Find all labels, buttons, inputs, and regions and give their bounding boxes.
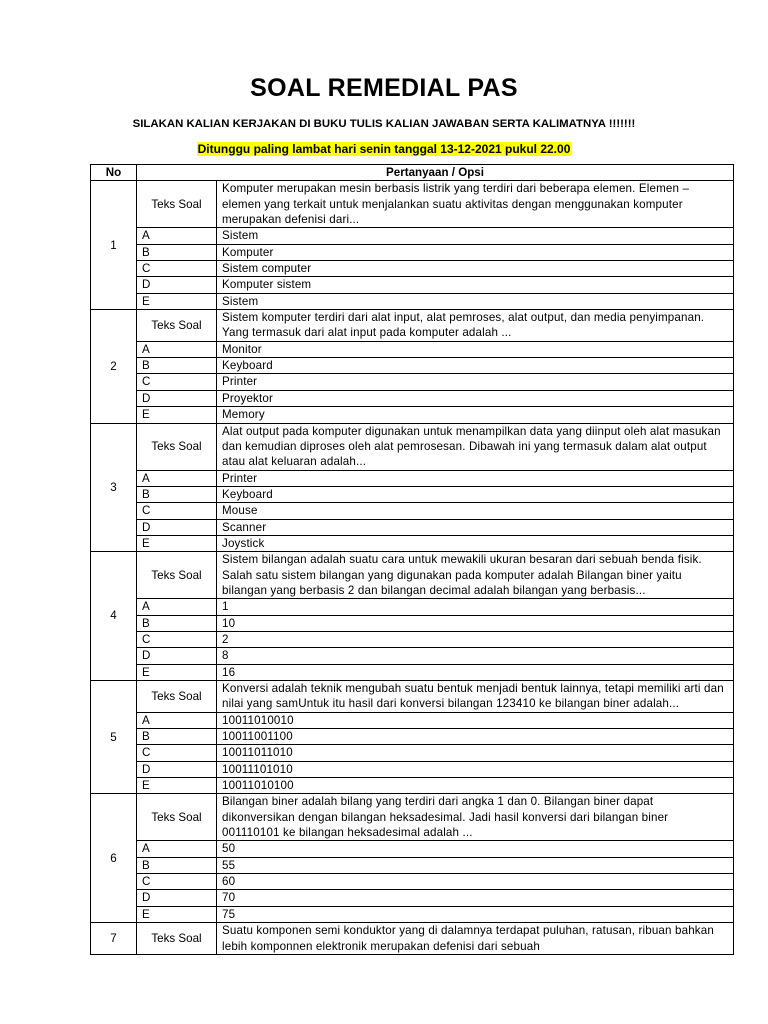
option-letter: E [137, 293, 217, 309]
option-value: Proyektor [217, 390, 734, 406]
option-letter: E [137, 407, 217, 423]
option-letter: A [137, 712, 217, 728]
question-text: Suatu komponen semi konduktor yang di dalamnya terdapat puluhan, ratusan, ribuan bahkan lebih komponnen elektronik merupakan defenisi dari sebuah [217, 923, 734, 955]
question-text: Konversi adalah teknik mengubah suatu bentuk menjadi bentuk lainnya, tetapi memiliki arti dan nilai yang samUntuk itu hasil dari konversi bilangan 123410 ke bilangan biner adalah... [217, 681, 734, 713]
option-letter: B [137, 729, 217, 745]
option-letter: B [137, 358, 217, 374]
option-row [91, 906, 734, 922]
option-letter: E [137, 535, 217, 551]
deadline-line [0, 140, 768, 158]
option-row [91, 358, 734, 374]
option-value: Monitor [217, 341, 734, 357]
option-letter: A [137, 228, 217, 244]
option-letter: B [137, 486, 217, 502]
question-number: 5 [91, 681, 137, 794]
question-text: Sistem bilangan adalah suatu cara untuk mewakili ukuran besaran dari sebuah benda fisik. Salah satu sistem bilangan yang digunakan pada komputer adalah Bilangan biner yaitu bilangan yang berbasis 2 dan bilangan decimal adalah bilangan yang berbasis... [217, 552, 734, 599]
question-table-body [91, 181, 734, 955]
option-value: 70 [217, 890, 734, 906]
option-value: Joystick [217, 535, 734, 551]
option-letter: E [137, 906, 217, 922]
question-label: Teks Soal [137, 923, 217, 955]
question-number: 4 [91, 552, 137, 681]
option-letter: D [137, 390, 217, 406]
option-row [91, 535, 734, 551]
option-value: 75 [217, 906, 734, 922]
option-letter: D [137, 890, 217, 906]
question-row [91, 923, 734, 955]
option-letter: E [137, 664, 217, 680]
option-row [91, 874, 734, 890]
option-value: Scanner [217, 519, 734, 535]
option-value: 10011011010 [217, 745, 734, 761]
question-label: Teks Soal [137, 552, 217, 599]
option-row [91, 390, 734, 406]
option-row [91, 631, 734, 647]
option-value: Keyboard [217, 358, 734, 374]
option-row [91, 778, 734, 794]
question-number: 7 [91, 923, 137, 955]
question-row [91, 423, 734, 470]
option-row [91, 470, 734, 486]
option-row [91, 503, 734, 519]
option-row [91, 615, 734, 631]
option-value: Sistem [217, 293, 734, 309]
question-row [91, 794, 734, 841]
option-row [91, 228, 734, 244]
option-value: 16 [217, 664, 734, 680]
option-letter: D [137, 277, 217, 293]
option-row [91, 244, 734, 260]
option-letter: C [137, 503, 217, 519]
option-row [91, 486, 734, 502]
option-value: Sistem [217, 228, 734, 244]
question-text: Alat output pada komputer digunakan untuk menampilkan data yang diinput oleh alat masukan dan kemudian diproses oleh alat pemrosesan. Dibawah ini yang termasuk dalam alat output atau alat keluaran adalah... [217, 423, 734, 470]
option-value: Sistem computer [217, 261, 734, 277]
option-row [91, 648, 734, 664]
question-number: 2 [91, 310, 137, 423]
option-row [91, 374, 734, 390]
question-text: Bilangan biner adalah bilang yang terdiri dari angka 1 dan 0. Bilangan biner dapat dikonversikan dengan bilangan heksadesimal. Jadi hasil konversi dari bilangan biner 001110101 ke bilangan heksadesimal adalah ... [217, 794, 734, 841]
option-value: 1 [217, 599, 734, 615]
option-letter: D [137, 519, 217, 535]
option-value: 10011001100 [217, 729, 734, 745]
option-letter: D [137, 648, 217, 664]
option-row [91, 841, 734, 857]
option-letter: A [137, 841, 217, 857]
question-table [90, 164, 734, 955]
option-row [91, 712, 734, 728]
option-letter: C [137, 874, 217, 890]
option-row [91, 745, 734, 761]
option-letter: A [137, 470, 217, 486]
question-label: Teks Soal [137, 310, 217, 342]
option-letter: C [137, 745, 217, 761]
question-row [91, 181, 734, 228]
option-value: 8 [217, 648, 734, 664]
question-row [91, 681, 734, 713]
deadline-highlight: Ditunggu paling lambat hari senin tanggal 13-12-2021 pukul 22.00 [197, 142, 571, 156]
option-letter: A [137, 599, 217, 615]
option-value: Mouse [217, 503, 734, 519]
option-value: 2 [217, 631, 734, 647]
option-row [91, 341, 734, 357]
question-label: Teks Soal [137, 181, 217, 228]
option-row [91, 293, 734, 309]
option-letter: C [137, 261, 217, 277]
table-header-row [91, 165, 734, 181]
option-row [91, 890, 734, 906]
option-row [91, 407, 734, 423]
option-value: Komputer [217, 244, 734, 260]
question-text: Komputer merupakan mesin berbasis listrik yang terdiri dari beberapa elemen. Elemen – elemen yang terkait untuk menjalankan suatu aktivitas dengan menggunakan komputer merupakan defenisi dari... [217, 181, 734, 228]
option-row [91, 599, 734, 615]
question-number: 3 [91, 423, 137, 552]
page-title: SOAL REMEDIAL PAS [250, 74, 518, 102]
option-value: 50 [217, 841, 734, 857]
option-value: Memory [217, 407, 734, 423]
option-value: 10011101010 [217, 761, 734, 777]
option-letter: E [137, 778, 217, 794]
option-letter: B [137, 615, 217, 631]
option-value: Printer [217, 470, 734, 486]
option-value: Keyboard [217, 486, 734, 502]
question-label: Teks Soal [137, 794, 217, 841]
option-value: 10011010010 [217, 712, 734, 728]
option-row [91, 519, 734, 535]
option-row [91, 761, 734, 777]
option-letter: D [137, 761, 217, 777]
question-row [91, 552, 734, 599]
question-label: Teks Soal [137, 681, 217, 713]
option-value: 10011010100 [217, 778, 734, 794]
option-letter: C [137, 374, 217, 390]
option-value: 55 [217, 857, 734, 873]
option-value: 60 [217, 874, 734, 890]
question-row [91, 310, 734, 342]
header-question: Pertanyaan / Opsi [137, 165, 734, 181]
option-row [91, 664, 734, 680]
option-row [91, 261, 734, 277]
instruction-text: SILAKAN KALIAN KERJAKAN DI BUKU TULIS KALIAN JAWABAN SERTA KALIMATNYA !!!!!!! [132, 118, 636, 130]
question-label: Teks Soal [137, 423, 217, 470]
option-value: 10 [217, 615, 734, 631]
option-letter: A [137, 341, 217, 357]
header-no: No [91, 165, 137, 181]
option-value: Komputer sistem [217, 277, 734, 293]
option-row [91, 277, 734, 293]
option-row [91, 857, 734, 873]
option-letter: B [137, 857, 217, 873]
option-row [91, 729, 734, 745]
question-text: Sistem komputer terdiri dari alat input, alat pemroses, alat output, dan media penyimpanan. Yang termasuk dari alat input pada komputer adalah ... [217, 310, 734, 342]
option-letter: B [137, 244, 217, 260]
question-number: 6 [91, 794, 137, 923]
option-letter: C [137, 631, 217, 647]
question-number: 1 [91, 181, 137, 310]
option-value: Printer [217, 374, 734, 390]
